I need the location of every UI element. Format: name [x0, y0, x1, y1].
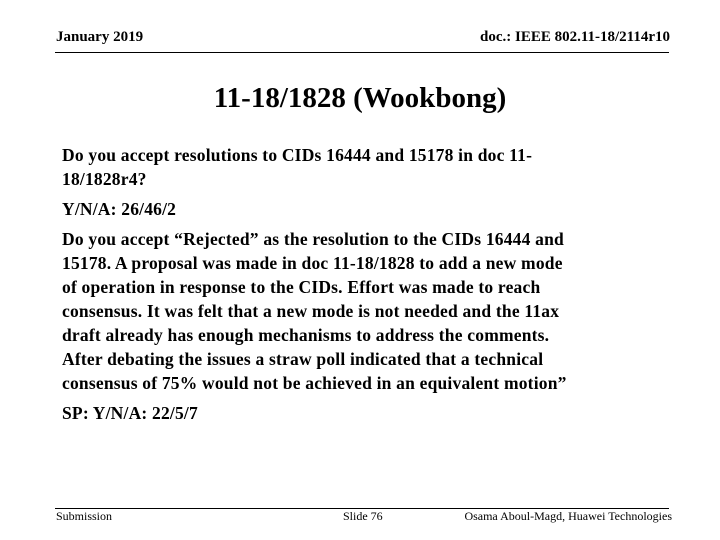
- question-2-line: of operation in response to the CIDs. Effort was made to reach: [62, 277, 541, 297]
- question-1-line: 18/1828r4?: [62, 169, 147, 189]
- vote-result-2-line: SP: Y/N/A: 22/5/7: [62, 403, 198, 423]
- question-1-line: Do you accept resolutions to CIDs 16444 and 15178 in doc 11-: [62, 145, 533, 165]
- question-2-line: draft already has enough mechanisms to address the comments.: [62, 325, 550, 345]
- footer-slide-number: Slide 76: [343, 509, 383, 523]
- slide-title: 11-18/1828 (Wookbong): [213, 82, 507, 114]
- question-2-line: consensus of 75% would not be achieved in an equivalent motion”: [62, 373, 567, 393]
- footer-submission: Submission: [56, 509, 113, 523]
- question-2-line: Do you accept “Rejected” as the resolution to the CIDs 16444 and: [62, 229, 564, 249]
- footer-author: Osama Aboul-Magd, Huawei Technologies: [464, 509, 672, 523]
- question-2-line: consensus. It was felt that a new mode is not needed and the 11ax: [62, 301, 560, 321]
- header-date: January 2019: [56, 29, 144, 45]
- question-1: [62, 143, 674, 191]
- header-doc-id: doc.: IEEE 802.11-18/2114r10: [479, 29, 670, 45]
- question-2-line: After debating the issues a straw poll indicated that a technical: [62, 349, 544, 369]
- vote-result-2: [62, 401, 674, 425]
- slide-body: [62, 143, 674, 431]
- vote-result-1: [62, 197, 674, 221]
- header-divider: [55, 52, 669, 53]
- question-2-line: 15178. A proposal was made in doc 11-18/1828 to add a new mode: [62, 253, 563, 273]
- question-2: [62, 227, 674, 395]
- vote-result-1-line: Y/N/A: 26/46/2: [62, 199, 177, 219]
